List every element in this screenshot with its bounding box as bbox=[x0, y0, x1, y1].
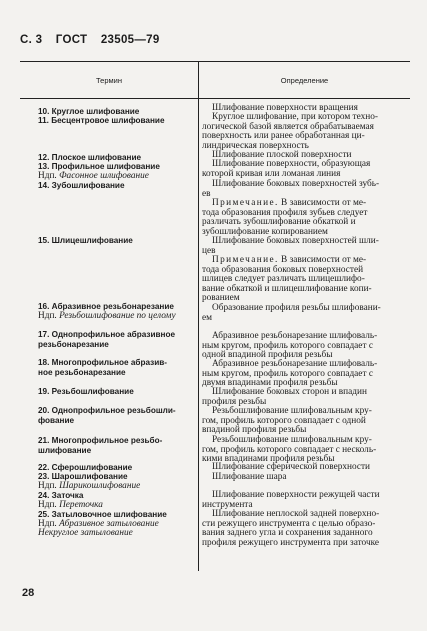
term-line: 10. Круглое шлифование bbox=[38, 107, 140, 116]
definition-line: ным кругом, профиль которого совпадает с bbox=[202, 340, 373, 351]
ndp-extra: Некруглое затылование bbox=[38, 528, 133, 539]
definition-line: гом, профиль которого совпадает с одной bbox=[202, 415, 366, 426]
definition-entry bbox=[202, 510, 406, 548]
definition-line: цев bbox=[202, 245, 216, 256]
definition-line: впадиной профиля резьбы bbox=[202, 425, 307, 436]
ndp-text: Шарикошлифование bbox=[59, 480, 141, 491]
definition-line: тода образования боковых поверхностей bbox=[202, 264, 364, 275]
term-entry bbox=[38, 162, 198, 181]
definition-entry bbox=[202, 407, 406, 436]
term-line: 18. Многопрофильное абразив- bbox=[38, 358, 168, 367]
term-line: фование bbox=[38, 415, 75, 425]
table-header-rule bbox=[20, 98, 410, 99]
definition-line: Шлифование боковых поверхностей шли- bbox=[212, 236, 379, 246]
definition-entry bbox=[202, 332, 406, 361]
ndp-label: Ндп. bbox=[38, 480, 60, 491]
term-line: 17. Однопрофильное абразивное bbox=[38, 330, 176, 339]
definition-line: вание обкаткой и шлицешлифование копи- bbox=[202, 283, 372, 294]
definition-line: Шлифование шара bbox=[212, 472, 287, 482]
definition-line: инструмента bbox=[202, 499, 253, 510]
definition-line: линдрическая поверхность bbox=[202, 140, 309, 151]
definition-entry bbox=[202, 180, 406, 199]
definition-line: ев bbox=[202, 188, 211, 199]
term-line: 22. Сферошлифование bbox=[38, 463, 133, 472]
definition-line: Абразивное резьбонарезание шлифоваль- bbox=[212, 359, 378, 369]
term-entry bbox=[38, 510, 198, 539]
definition-line: рованием bbox=[202, 293, 240, 304]
definition-line: тода образования профиля зубьев следует bbox=[202, 207, 368, 218]
definition-entry bbox=[202, 304, 406, 323]
term-ndp bbox=[38, 172, 198, 182]
term-line: 24. Заточка bbox=[38, 491, 84, 500]
term-line: 16. Абразивное резьбонарезание bbox=[38, 302, 174, 311]
page-header bbox=[20, 34, 170, 46]
ndp-label: Ндп. bbox=[38, 170, 60, 181]
term-line: резьбонарезание bbox=[38, 339, 109, 349]
definition-line: профиля резьбы bbox=[202, 396, 267, 407]
table-top-rule bbox=[20, 61, 410, 62]
term-entry bbox=[38, 406, 198, 425]
ndp-label: Ндп. bbox=[38, 518, 60, 529]
term-line: ное резьбонарезание bbox=[38, 367, 126, 377]
term-entry bbox=[38, 302, 198, 321]
definition-entry bbox=[202, 388, 406, 407]
definition-line: Шлифование поверхности режущей части bbox=[212, 490, 380, 500]
definition-line: Примечание. В зависимости от ме- bbox=[212, 255, 367, 265]
ndp-text: Абразивное затылование bbox=[59, 518, 159, 529]
term-entry bbox=[38, 330, 198, 349]
definition-line: двумя впадинами профиля резьбы bbox=[202, 378, 338, 389]
term-line: 15. Шлицешлифование bbox=[38, 236, 133, 245]
definition-line: гом, профиль которого совпадает с несколь- bbox=[202, 444, 377, 455]
page-number: 28 bbox=[22, 587, 35, 599]
definition-entry bbox=[202, 436, 406, 465]
definition-line: одной впадиной профиля резьбы bbox=[202, 350, 333, 361]
definition-entry bbox=[202, 237, 406, 256]
definition-line: ем bbox=[202, 312, 213, 323]
definition-entry bbox=[202, 473, 406, 483]
ndp-text: Фасонное шлифование bbox=[59, 170, 149, 181]
term-line: 19. Резьбошлифование bbox=[38, 387, 134, 396]
definition-line: Шлифование плоской поверхности bbox=[212, 150, 352, 160]
gost-label: ГОСТ bbox=[55, 34, 88, 46]
definition-line: Шлифование неплоской задней поверхно- bbox=[212, 509, 380, 519]
ndp-label: Ндп. bbox=[38, 499, 60, 510]
ndp-label: Ндп. bbox=[38, 310, 60, 321]
term-line: 12. Плоское шлифование bbox=[38, 153, 142, 162]
column-divider bbox=[198, 61, 199, 571]
definition-line: Резьбошлифование шлифовальным кру- bbox=[212, 435, 372, 445]
term-entry bbox=[38, 181, 198, 191]
definition-line: Резьбошлифование шлифовальным кру- bbox=[212, 406, 372, 416]
definition-entry bbox=[202, 113, 406, 151]
definition-line: Образование профиля резьбы шлифовани- bbox=[212, 303, 381, 313]
definition-entry bbox=[202, 160, 406, 179]
definition-line: логической базой является обрабатываемая bbox=[202, 121, 374, 132]
definition-line: сти режущего инструмента с целью образо- bbox=[202, 518, 376, 529]
definition-line: поверхность или ранее обработанная ци- bbox=[202, 131, 365, 142]
term-line: 11. Бесцентровое шлифование bbox=[38, 116, 165, 125]
term-entry bbox=[38, 358, 198, 377]
term-entry bbox=[38, 116, 198, 126]
definition-entry bbox=[202, 491, 406, 510]
definition-note bbox=[202, 199, 406, 237]
definition-line: Шлифование поверхности, образующая bbox=[212, 159, 371, 169]
term-line: 20. Однопрофильное резьбошли- bbox=[38, 406, 176, 415]
definition-line: ным кругом, профиль которого совпадает с bbox=[202, 368, 373, 379]
term-entry bbox=[38, 236, 198, 246]
ndp-text: Переточка bbox=[59, 499, 103, 510]
term-line: 23. Шарошлифование bbox=[38, 472, 128, 481]
ndp-text: Резьбошлифование по целому bbox=[59, 310, 176, 321]
definition-line: Шлифование боковых сторон и впадин bbox=[212, 387, 367, 397]
term-ndp bbox=[38, 501, 198, 511]
definition-line: Шлифование сферической поверхности bbox=[212, 462, 371, 472]
definition-line: Шлифование боковых поверхностей зубь- bbox=[212, 179, 380, 189]
page-label: С. 3 bbox=[20, 34, 43, 46]
column-header-definition: Определение bbox=[280, 76, 329, 85]
definition-line: кими впадинами профиля резьбы bbox=[202, 454, 335, 465]
term-line: 13. Профильное шлифование bbox=[38, 162, 160, 171]
term-entry bbox=[38, 472, 198, 491]
definition-note bbox=[202, 256, 406, 304]
definition-line: зубошлифование копированием bbox=[202, 226, 328, 237]
term-entry bbox=[38, 491, 198, 510]
term-line: 25. Затыловочное шлифование bbox=[38, 510, 167, 519]
term-line: шлифование bbox=[38, 445, 92, 455]
term-ndp bbox=[38, 312, 198, 322]
term-line: 14. Зубошлифование bbox=[38, 181, 125, 190]
term-entry bbox=[38, 387, 198, 397]
definition-line: Абразивное резьбонарезание шлифоваль- bbox=[212, 331, 378, 341]
definition-line: Круглое шлифование, при котором техно- bbox=[212, 112, 378, 122]
definition-line: вания заднего угла и сохранения заданного bbox=[202, 528, 373, 539]
term-entry bbox=[38, 436, 198, 455]
definition-line: профиля режущего инструмента при заточке bbox=[202, 537, 380, 548]
term-line: 21. Многопрофильное резьбо- bbox=[38, 436, 163, 445]
definition-entry bbox=[202, 360, 406, 389]
gost-number: 23505—79 bbox=[100, 34, 160, 46]
definition-line: Шлифование поверхности вращения bbox=[212, 103, 358, 113]
definition-line: Примечание. В зависимости от ме- bbox=[212, 198, 367, 208]
column-header-terms: Термин bbox=[96, 76, 122, 85]
definition-line: различать зубошлифование обкаткой и bbox=[202, 217, 356, 228]
term-ndp bbox=[38, 482, 198, 492]
definition-line: шлицев следует различать шлицешлифо- bbox=[202, 274, 365, 285]
definition-line: которой кривая или ломаная линия bbox=[202, 168, 341, 179]
